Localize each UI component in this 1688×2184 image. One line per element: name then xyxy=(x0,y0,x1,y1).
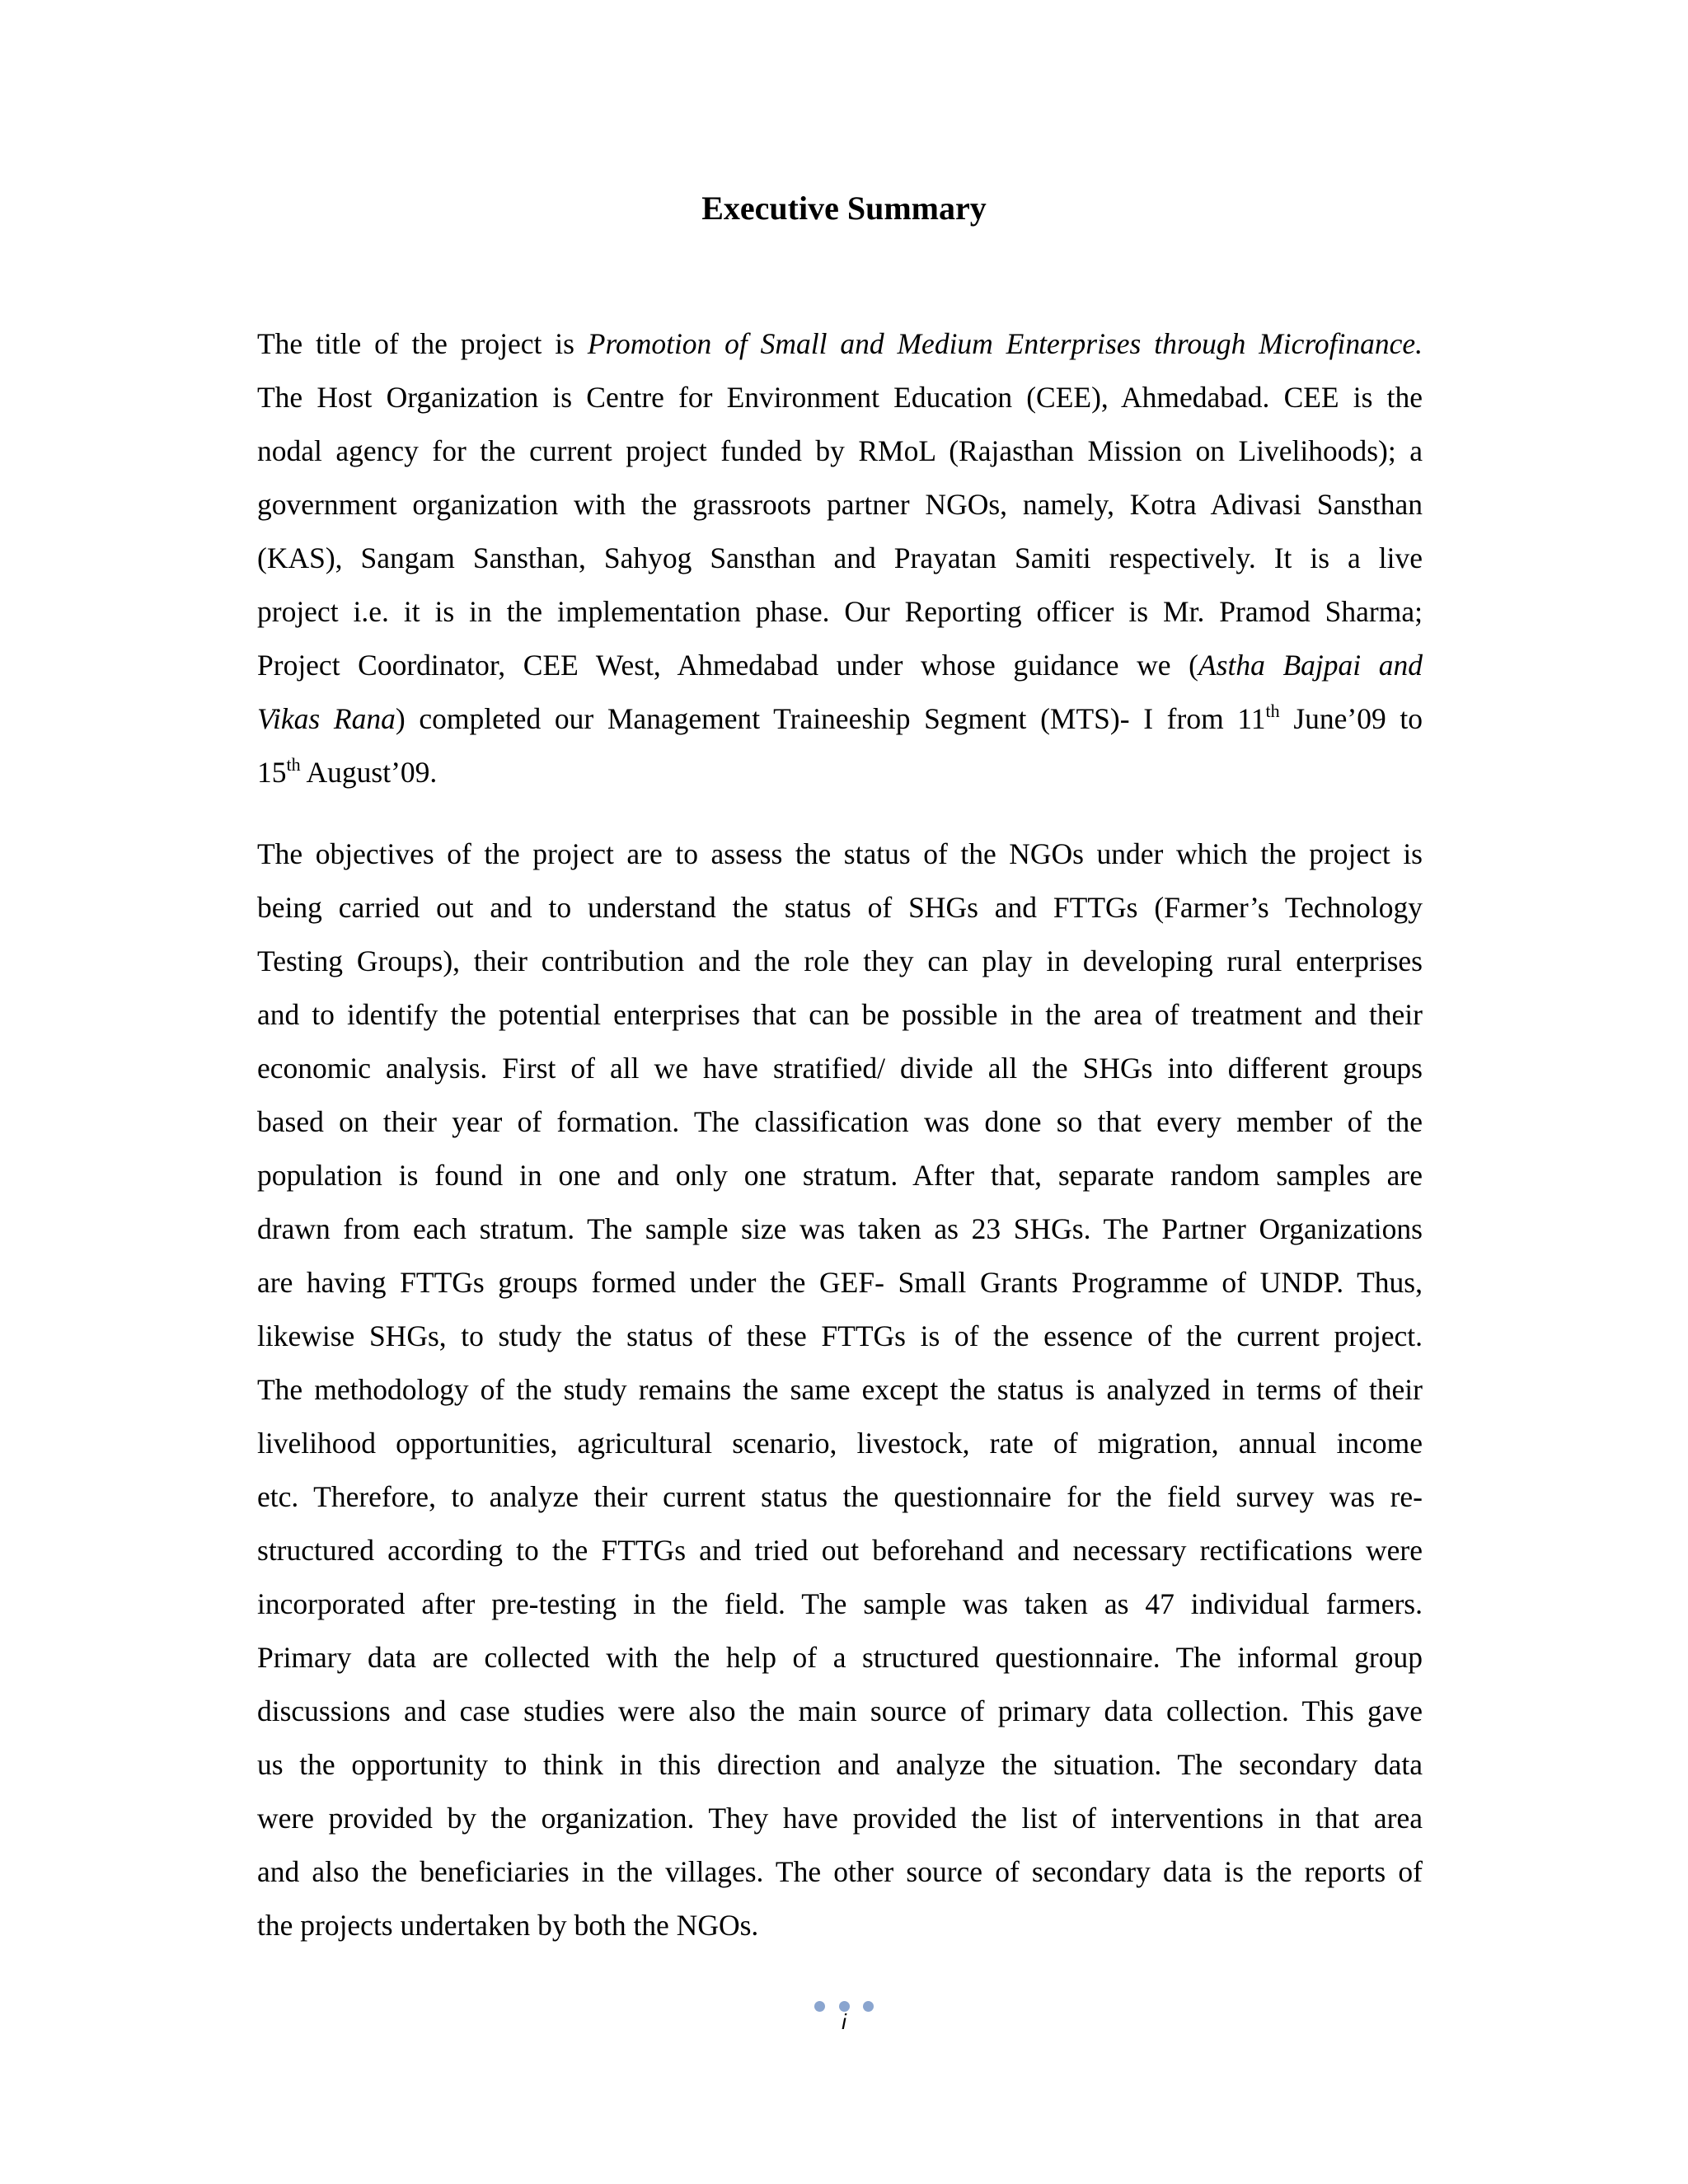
paragraph-objectives-methodology xyxy=(257,827,1423,1952)
text-line: 15th August’09. xyxy=(257,754,438,789)
text-line: Vikas Rana) completed our Management Traineeship Segment (MTS)- I from 11th June’09 to xyxy=(257,701,1423,735)
text-line: Testing Groups), their contribution and the role they can play in developing rural enterprises xyxy=(257,944,1423,977)
text-line: The methodology of the study remains the same except the status is analyzed in terms of their xyxy=(257,1373,1423,1406)
text-line: and also the beneficiaries in the villages. The other source of secondary data is the reports of xyxy=(257,1855,1423,1888)
text-line: drawn from each stratum. The sample size was taken as 23 SHGs. The Partner Organizations xyxy=(257,1212,1423,1245)
text-line: being carried out and to understand the status of SHGs and FTTGs (Farmer’s Technology xyxy=(257,891,1423,924)
text-line: (KAS), Sangam Sansthan, Sahyog Sansthan and Prayatan Samiti respectively. It is a live xyxy=(257,541,1423,574)
text-line: and to identify the potential enterprises that can be possible in the area of treatment and their xyxy=(257,998,1423,1031)
author-names: Vikas Rana xyxy=(257,702,396,735)
text-line: livelihood opportunities, agricultural scenario, livestock, rate of migration, annual income xyxy=(257,1427,1423,1460)
text-line: are having FTTGs groups formed under the GEF- Small Grants Programme of UNDP. Thus, xyxy=(257,1266,1423,1299)
text-line: Project Coordinator, CEE West, Ahmedabad under whose guidance we (Astha Bajpai and xyxy=(257,649,1423,682)
text-line: incorporated after pre-testing in the field. The sample was taken as 47 individual farmers. xyxy=(257,1587,1423,1620)
paragraph-project-overview xyxy=(257,317,1423,799)
text-line: The title of the project is Promotion of Small and Medium Enterprises through Microfinance. xyxy=(257,327,1423,360)
project-title: Promotion of Small and Medium Enterprises through Microfinance. xyxy=(587,327,1423,360)
text-line: nodal agency for the current project funded by RMoL (Rajasthan Mission on Livelihoods); a xyxy=(257,434,1423,467)
text-line: government organization with the grassroots partner NGOs, namely, Kotra Adivasi Sansthan xyxy=(257,488,1423,521)
text-line: The Host Organization is Centre for Environment Education (CEE), Ahmedabad. CEE is the xyxy=(257,381,1423,414)
text-line: structured according to the FTTGs and tried out beforehand and necessary rectifications were xyxy=(257,1534,1423,1567)
text-line: based on their year of formation. The classification was done so that every member of the xyxy=(257,1105,1423,1138)
text-line: etc. Therefore, to analyze their current status the questionnaire for the field survey was re- xyxy=(257,1480,1423,1513)
text-line: economic analysis. First of all we have stratified/ divide all the SHGs into different groups xyxy=(257,1052,1423,1085)
text-line: discussions and case studies were also the main source of primary data collection. This gave xyxy=(257,1694,1423,1727)
text-line: project i.e. it is in the implementation phase. Our Reporting officer is Mr. Pramod Sharma; xyxy=(257,595,1423,628)
text-line: were provided by the organization. They have provided the list of interventions in that area xyxy=(257,1802,1423,1835)
author-names: Astha Bajpai and xyxy=(1198,649,1423,682)
page-number: i xyxy=(842,2009,846,2034)
page-title: Executive Summary xyxy=(701,190,987,227)
text-line: Primary data are collected with the help of a structured questionnaire. The informal group xyxy=(257,1641,1423,1674)
text-line: The objectives of the project are to assess the status of the NGOs under which the project is xyxy=(257,837,1423,870)
text-line: the projects undertaken by both the NGOs. xyxy=(257,1909,759,1942)
text-line: likewise SHGs, to study the status of these FTTGs is of the essence of the current project. xyxy=(257,1319,1423,1352)
text-line: population is found in one and only one stratum. After that, separate random samples are xyxy=(257,1159,1423,1192)
text-line: us the opportunity to think in this direction and analyze the situation. The secondary data xyxy=(257,1748,1423,1781)
